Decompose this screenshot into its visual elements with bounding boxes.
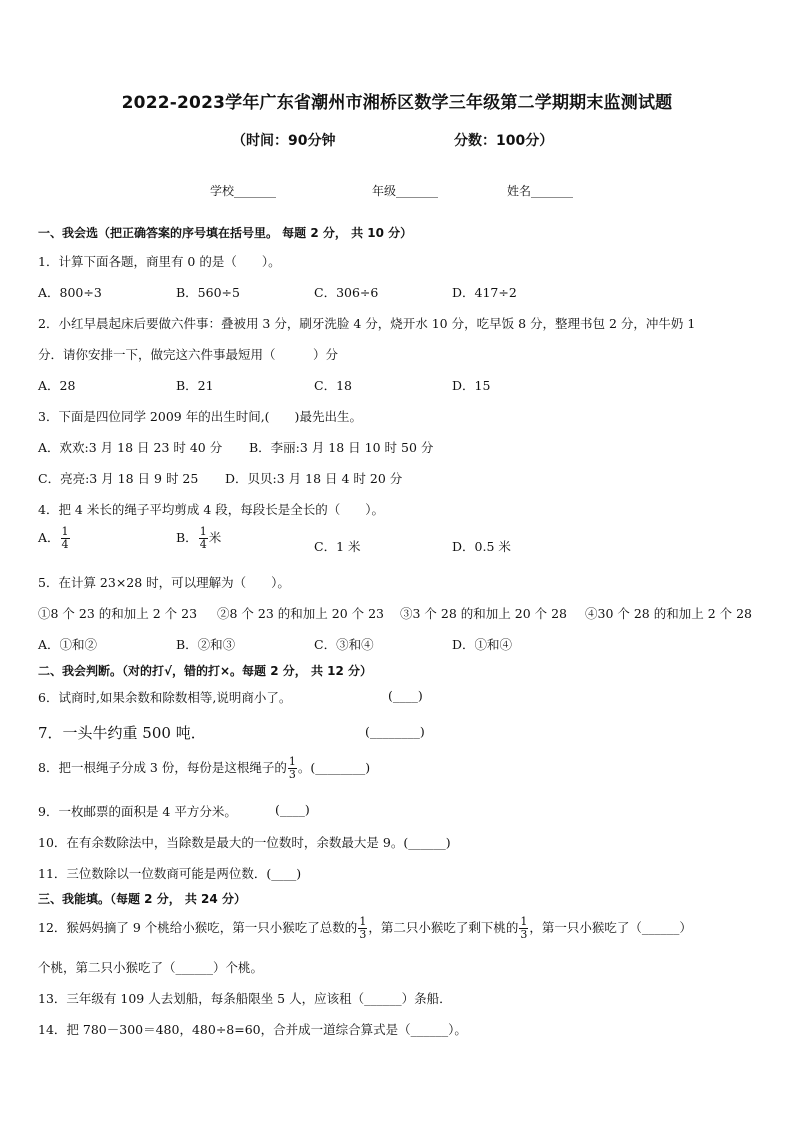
q4-option-b-label: B． [176,530,198,545]
question-13: 13．三年级有 109 人去划船，每条船限坐 5 人，应该租（______）条船． [38,991,452,1006]
q1-option-a: A．800÷3 [38,285,102,300]
q8-text-before: 8．把一根绳子分成 3 份，每份是这根绳子的 [38,760,287,775]
q3-option-c: C．亮亮:3 月 18 日 9 时 25 [38,471,199,486]
q5-option-b: B．②和③ [176,637,236,652]
q4-b-unit: 米 [208,530,222,545]
q5-statement-4: ④30 个 28 的和加上 2 个 28 [585,606,753,621]
section-2-heading: 二、我会判断。（对的打√，错的打×。每题 2 分， 共 12 分） [38,664,372,678]
q3-option-b: B．李丽:3 月 18 日 10 时 50 分 [249,440,434,455]
q8-fraction [288,756,297,781]
q4-option-a-label: A． [38,530,60,545]
question-7: 7．一头牛约重 500 吨． [38,724,206,742]
question-1: 1．计算下面各题，商里有 0 的是（ ）。 [38,254,281,269]
name-field: 姓名_______ [507,184,574,198]
fraction-numerator: 1 [520,915,528,928]
q4-option-c: C．1 米 [314,539,361,554]
q12-text-part-2: ，第二只小猴吃了剩下桃的 [368,920,519,935]
q2-option-b: B．21 [176,378,214,393]
question-10: 10．在有余数除法中，当除数是最大的一位数时，余数最大是 9。(______) [38,835,451,850]
section-1-heading: 一、我会选（把正确答案的序号填在括号里。 每题 2 分， 共 10 分） [38,226,413,240]
fraction-denominator: 4 [199,538,207,551]
fraction-numerator: 1 [359,915,367,928]
q1-option-c: C．306÷6 [314,285,379,300]
q5-statement-2: ②8 个 23 的和加上 20 个 23 [217,606,385,621]
q8-text-after: 。(________) [297,760,371,775]
q2-option-d: D．15 [452,378,491,393]
fraction-denominator: 3 [359,928,367,941]
q6-answer-blank: (____) [388,688,423,703]
q4-a-fraction [61,526,70,551]
q2-option-a: A．28 [38,378,76,393]
question-14: 14．把 780－300＝480，480÷8=60，合并成一道综合算式是（______）。 [38,1022,467,1037]
q12-text-part-1: 12．猴妈妈摘了 9 个桃给小猴吃，第一只小猴吃了总数的 [38,920,358,935]
q3-option-a: A．欢欢:3 月 18 日 23 时 40 分 [38,440,223,455]
question-11: 11．三位数除以一位数商可能是两位数．(____) [38,866,302,881]
q4-option-b [176,526,221,551]
fraction-numerator: 1 [61,525,69,538]
q12-fraction-1 [358,916,367,941]
question-2-line-2: 分．请你安排一下，做完这六件事最短用（ ）分 [38,347,339,362]
question-3: 3．下面是四位同学 2009 年的出生时间,( )最先出生。 [38,409,362,424]
q1-option-d: D．417÷2 [452,285,517,300]
q5-statement-3: ③3 个 28 的和加上 20 个 28 [400,606,568,621]
q7-answer-blank: (________) [365,724,425,739]
exam-score: 分数：100分） [454,133,554,149]
question-4: 4．把 4 米长的绳子平均剪成 4 段，每段长是全长的（ ）。 [38,502,385,517]
grade-field: 年级_______ [372,184,439,198]
q4-option-d: D．0.5 米 [452,539,511,554]
fraction-denominator: 3 [288,768,296,781]
question-6: 6．试商时,如果余数和除数相等,说明商小了。 [38,690,292,705]
q3-option-d: D．贝贝:3 月 18 日 4 时 20 分 [225,471,403,486]
question-8 [38,756,370,781]
q12-fraction-2 [519,916,528,941]
q5-statement-1: ①8 个 23 的和加上 2 个 23 [38,606,198,621]
question-5: 5．在计算 23×28 时，可以理解为（ ）。 [38,575,290,590]
question-12-line-2: 个桃，第二只小猴吃了（______）个桃。 [38,960,264,975]
page-title: 2022-2023学年广东省潮州市湘桥区数学三年级第二学期期末监测试题 [121,93,673,113]
question-12-line-1 [38,916,692,941]
q12-text-part-3: ，第一只小猴吃了（______） [529,920,692,935]
fraction-numerator: 1 [288,755,296,768]
fraction-numerator: 1 [199,525,207,538]
q5-option-c: C．③和④ [314,637,374,652]
q5-option-a: A．①和② [38,637,98,652]
exam-time: （时间：90分钟 [232,133,336,149]
fraction-denominator: 4 [61,538,69,551]
q2-option-c: C．18 [314,378,352,393]
q4-b-fraction [199,526,208,551]
q5-option-d: D．①和④ [452,637,513,652]
q9-answer-blank: (____) [275,802,310,817]
q4-option-a [38,526,71,551]
question-2-line-1: 2．小红早晨起床后要做六件事：叠被用 3 分，刷牙洗脸 4 分，烧开水 10 分，吃早饭 8 分，整理书包 2 分，冲牛奶 1 [38,316,696,331]
fraction-denominator: 3 [520,928,528,941]
question-9: 9．一枚邮票的面积是 4 平方分米。 [38,804,237,819]
q1-option-b: B．560÷5 [176,285,240,300]
school-field: 学校_______ [210,184,277,198]
section-3-heading: 三、我能填。（每题 2 分， 共 24 分） [38,892,246,906]
